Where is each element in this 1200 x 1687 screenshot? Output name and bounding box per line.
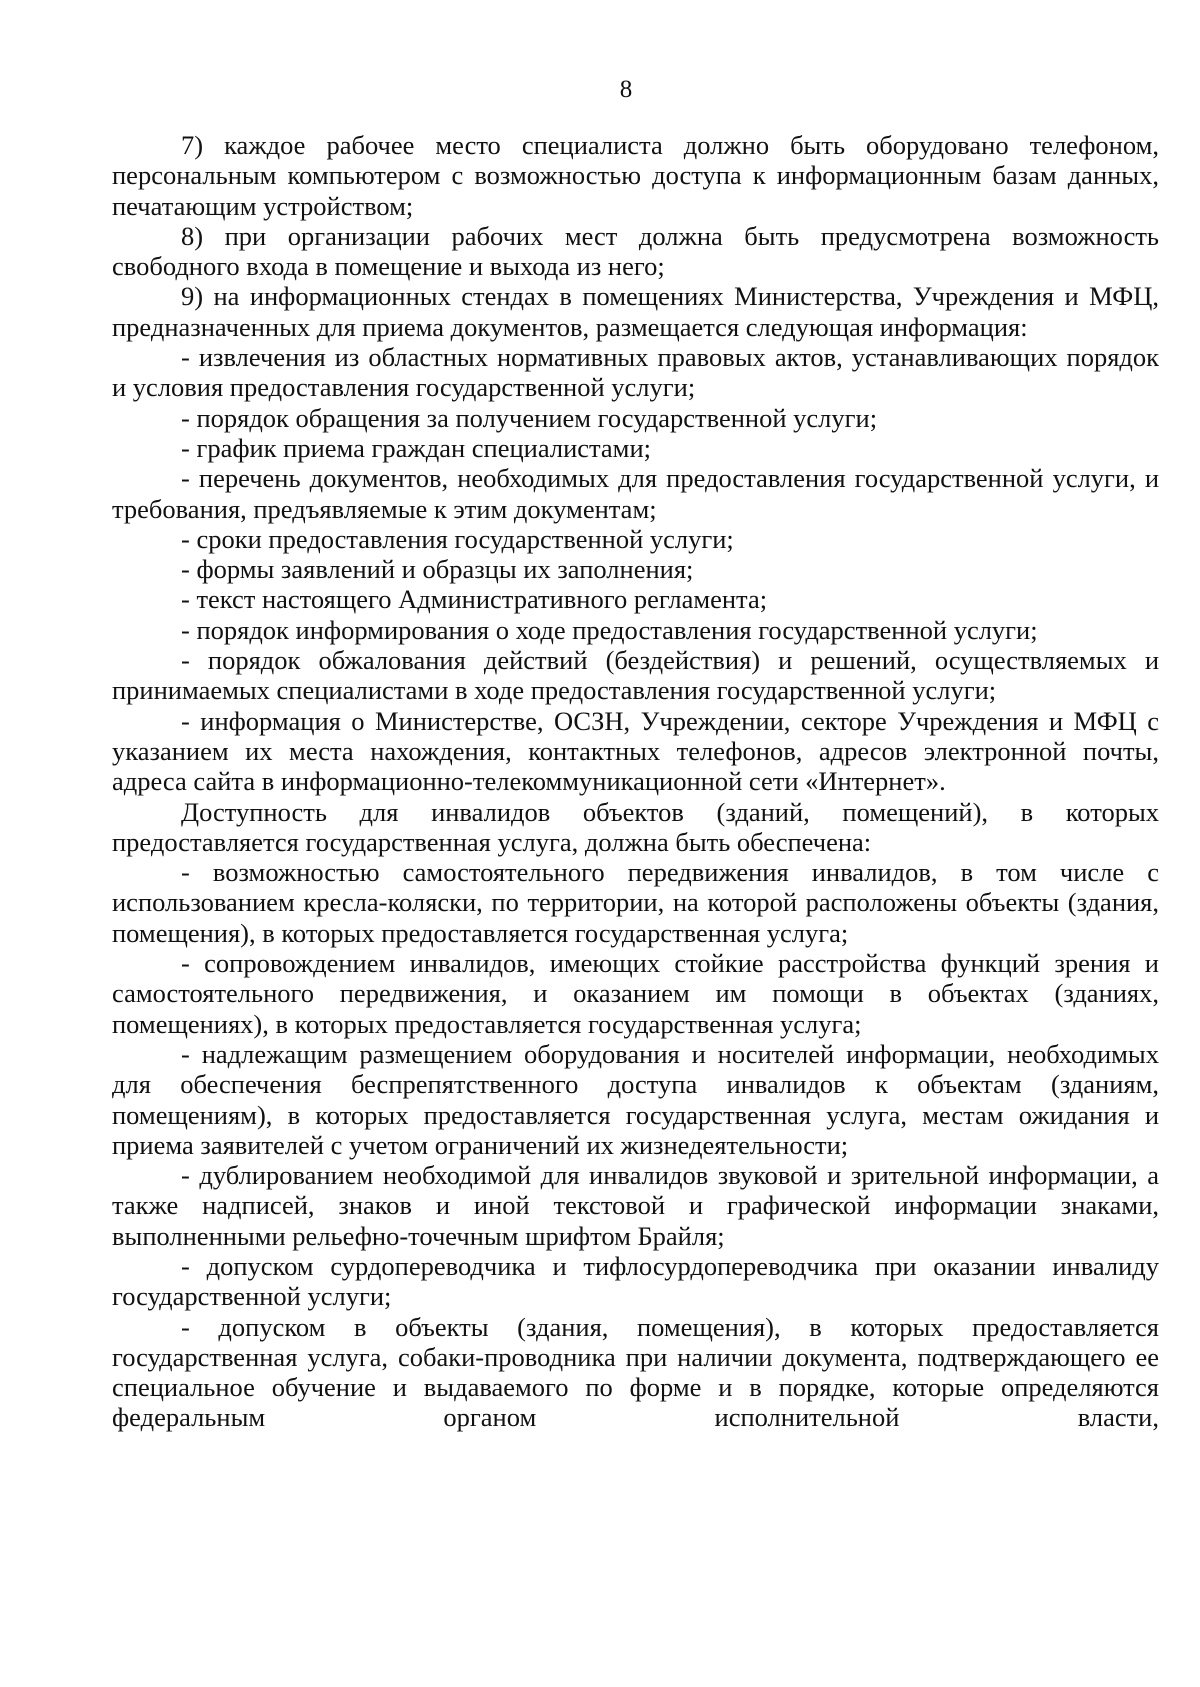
list-item-braille-duplication: - дублированием необходимой для инвалидов звуковой и зрительной информации, а также надписей, знаков и иной текстовой и графической информации знаками, выполненными рельефно-точечным шрифтом Брайля; — [112, 1160, 1159, 1251]
paragraph-workplace-equipment: 7) каждое рабочее место специалиста должно быть оборудовано телефоном, персональным компьютером с возможностью доступа к информационным базам данных, печатающим устройством; — [112, 130, 1159, 221]
list-item-regional-acts: - извлечения из областных нормативных правовых актов, устанавливающих порядок и условия предоставления государственной услуги; — [112, 342, 1159, 403]
list-item-contact-info: - информация о Министерстве, ОСЗН, Учреждении, секторе Учреждения и МФЦ с указанием их места нахождения, контактных телефонов, адресов электронной почты, адреса сайта в информационно-телекоммуникационной сети «Интернет». — [112, 705, 1159, 797]
list-item-application-forms: - формы заявлений и образцы их заполнения; — [181, 554, 694, 585]
list-item-documents-list: - перечень документов, необходимых для предоставления государственной услуги, и требования, предъявляемые к этим документам; — [112, 463, 1159, 524]
paragraph-accessibility-intro: Доступность для инвалидов объектов (зданий, помещений), в которых предоставляется государственная услуга, должна быть обеспечена: — [112, 796, 1159, 857]
list-item-guide-dog: - допуском в объекты (здания, помещения), в которых предоставляется государственная услуга, собаки-проводника при наличии документа, подтверждающего ее специальное обучение и выдаваемого по форме и в порядке, которые определяются федеральным органом исполнительной власти, — [112, 1311, 1159, 1433]
list-item-equipment-placement: - надлежащим размещением оборудования и носителей информации, необходимых для обеспечения беспрепятственного доступа инвалидов к объектам (зданиям, помещениям), в которых предоставляется государственная услуга, местам ожидания и приема заявителей с учетом ограничений их жизнедеятельности; — [112, 1038, 1159, 1160]
paragraph-workplace-access: 8) при организации рабочих мест должна быть предусмотрена возможность свободного входа в помещение и выхода из него; — [112, 220, 1159, 282]
list-item-progress-informing: - порядок информирования о ходе предоставления государственной услуги; — [181, 614, 1038, 645]
list-item-reception-schedule: - график приема граждан специалистами; — [181, 432, 651, 463]
list-item-application-procedure: - порядок обращения за получением государственной услуги; — [181, 402, 878, 433]
list-item-appeal-procedure: - порядок обжалования действий (бездействия) и решений, осуществляемых и принимаемых специалистами в ходе предоставления государственной услуги; — [112, 645, 1159, 706]
list-item-independent-movement: - возможностью самостоятельного передвижения инвалидов, в том числе с использованием кресла-коляски, по территории, на которой расположены объекты (здания, помещения), в которых предоставляется государственная услуга; — [112, 857, 1159, 948]
list-item-sign-interpreter: - допуском сурдопереводчика и тифлосурдопереводчика при оказании инвалиду государственной услуги; — [112, 1250, 1159, 1312]
list-item-assistance: - сопровождением инвалидов, имеющих стойкие расстройства функций зрения и самостоятельного передвижения, и оказанием им помощи в объектах (зданиях, помещениях), в которых предоставляется государственная услуга; — [112, 948, 1159, 1039]
document-body — [112, 130, 1159, 1433]
list-item-service-terms: - сроки предоставления государственной услуги; — [181, 523, 734, 554]
paragraph-info-stands: 9) на информационных стендах в помещениях Министерства, Учреждения и МФЦ, предназначенных для приема документов, размещается следующая информация: — [112, 281, 1159, 342]
list-item-regulation-text: - текст настоящего Административного регламента; — [181, 584, 768, 615]
page-number: 8 — [619, 76, 633, 103]
